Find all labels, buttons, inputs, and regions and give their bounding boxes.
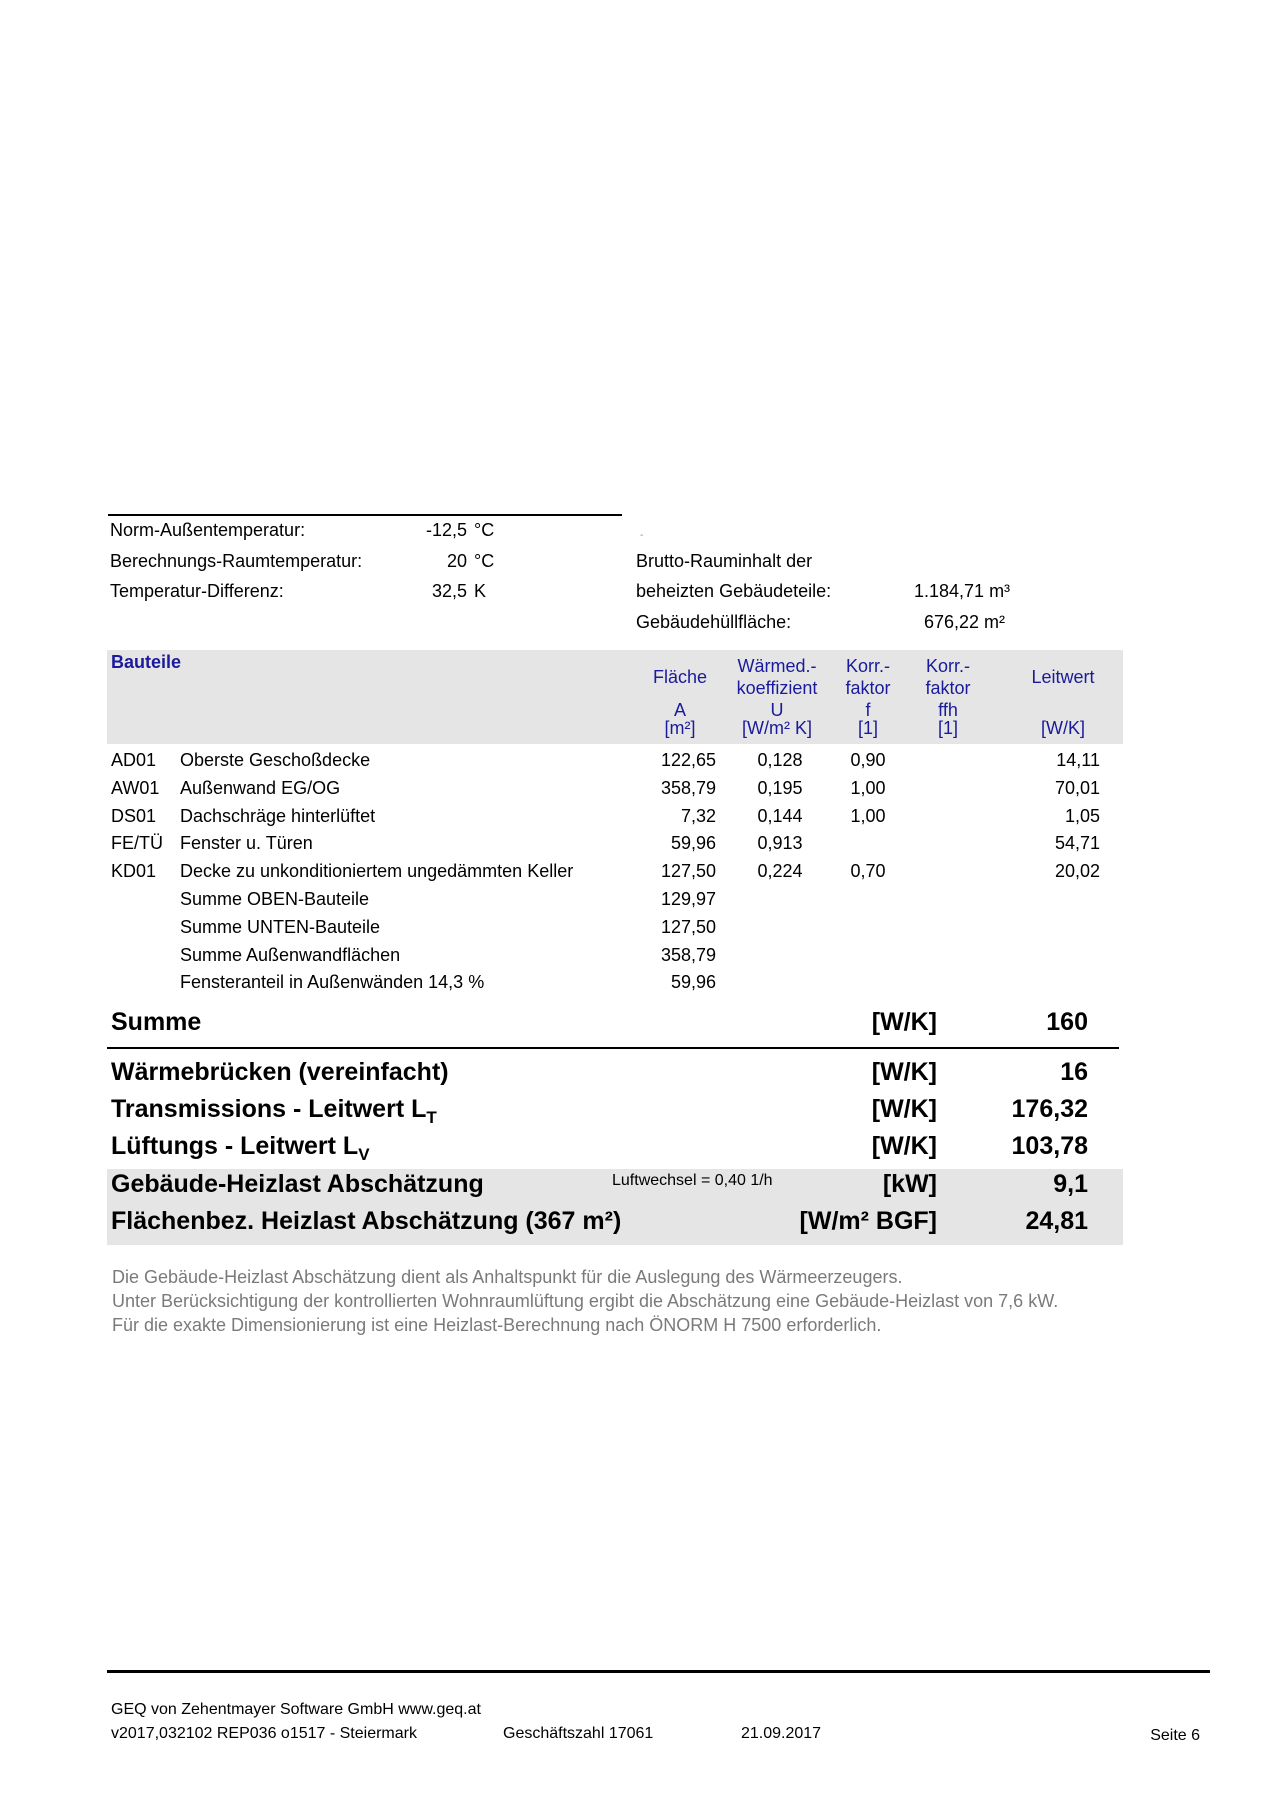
row-area: 129,97: [660, 889, 716, 909]
footer-gz: Geschäftszahl 17061: [503, 1725, 654, 1742]
row-f-factor: 0,90: [850, 750, 886, 770]
row-name: Summe OBEN-Bauteile: [180, 889, 370, 909]
header-korr1-unit: [1]: [857, 718, 878, 738]
top-rule: [108, 514, 622, 516]
row-code: AD01: [111, 750, 157, 770]
brutto-value: 1.184,71 m³: [914, 581, 1011, 601]
result-value: 16: [1060, 1058, 1088, 1086]
row-u-value: 0,128: [757, 750, 803, 770]
header-waerme-2: koeffizient: [736, 678, 818, 698]
row-code: DS01: [111, 805, 157, 826]
note-line: Die Gebäude-Heizlast Abschätzung dient als Anhaltspunkt für die Auslegung des Wärmeerzeugers.: [112, 1267, 903, 1287]
result-label-subscript: T: [426, 1108, 437, 1127]
result-label-subscript: V: [358, 1145, 370, 1164]
header-bauteile: Bauteile: [111, 652, 182, 672]
row-area: 59,96: [670, 833, 716, 854]
header-korr2-1: Korr.-: [925, 656, 970, 676]
row-area: 358,79: [660, 944, 716, 965]
param-unit: °C: [474, 520, 495, 540]
row-area: 127,50: [660, 861, 716, 882]
row-leitwert: 70,01: [1054, 777, 1100, 798]
param-value: 20: [446, 551, 467, 571]
footer-rule: [107, 1670, 1210, 1673]
row-area: 7,32: [680, 805, 716, 826]
header-leitwert-unit: [W/K]: [1041, 718, 1085, 738]
row-code: KD01: [111, 861, 157, 882]
huell-label: Gebäudehüllfläche:: [636, 612, 792, 632]
result-label: [111, 1058, 449, 1087]
param-label: Berechnungs-Raumtemperatur:: [110, 551, 363, 571]
result-value: 103,78: [1011, 1132, 1088, 1160]
result-label-text: Transmissions - Leitwert L: [111, 1095, 427, 1123]
header-waerme-sym: U: [770, 700, 784, 720]
result-value: 24,81: [1025, 1207, 1088, 1235]
row-area: 59,96: [670, 972, 716, 993]
result-label: [111, 1170, 484, 1199]
param-unit: K: [474, 581, 487, 601]
result-label-text: Lüftungs - Leitwert L: [111, 1132, 359, 1160]
result-label: [111, 1095, 437, 1128]
result-unit: [W/K]: [871, 1132, 937, 1160]
row-area: 127,50: [660, 916, 716, 937]
result-label-text: Wärmebrücken (vereinfacht): [111, 1058, 449, 1086]
result-unit: [W/K]: [871, 1058, 937, 1086]
row-name: Decke zu unkonditioniertem ungedämmten Keller: [180, 861, 574, 882]
header-korr2-sym: ffh: [938, 700, 958, 720]
brutto-label-1: Brutto-Rauminhalt der: [636, 551, 813, 571]
row-f-factor: 0,70: [850, 861, 886, 882]
header-waerme-1: Wärmed.-: [737, 656, 817, 676]
row-leitwert: 20,02: [1054, 861, 1100, 882]
row-code: FE/TÜ: [111, 833, 163, 854]
summe-value: 160: [1046, 1008, 1088, 1036]
result-unit: [W/K]: [871, 1095, 937, 1123]
result-label-text: Gebäude-Heizlast Abschätzung: [111, 1170, 484, 1198]
row-name: Oberste Geschoßdecke: [180, 750, 371, 770]
header-korr1-1: Korr.-: [845, 656, 890, 676]
row-name: Dachschräge hinterlüftet: [180, 805, 376, 826]
summe-rule: [107, 1047, 1119, 1049]
note-line: Unter Berücksichtigung der kontrollierten Wohnraumlüftung ergibt die Abschätzung eine Gebäude-Heizlast von 7,6 kW.: [112, 1291, 1059, 1311]
row-f-factor: 1,00: [850, 777, 886, 798]
param-label: Temperatur-Differenz:: [110, 581, 284, 601]
footer-company: GEQ von Zehentmayer Software GmbH www.geq.at: [111, 1701, 481, 1718]
result-label-text: Flächenbez. Heizlast Abschätzung (367 m²): [111, 1207, 622, 1235]
result-note: Luftwechsel = 0,40 1/h: [612, 1172, 773, 1189]
header-korr2-unit: [1]: [937, 718, 958, 738]
header-leitwert: Leitwert: [1031, 667, 1095, 687]
row-area: 122,65: [660, 750, 716, 770]
header-flaeche-unit: [m²]: [664, 718, 696, 738]
footer-page: Seite 6: [1150, 1727, 1200, 1744]
header-flaeche: Fläche: [652, 667, 708, 687]
param-value: 32,5: [431, 581, 467, 601]
header-flaeche-sym: A: [673, 700, 686, 720]
result-unit: [W/m² BGF]: [799, 1207, 937, 1235]
row-leitwert: 1,05: [1064, 805, 1100, 826]
result-value: 9,1: [1053, 1170, 1088, 1198]
note-line: Für die exakte Dimensionierung ist eine Heizlast-Berechnung nach ÖNORM H 7500 erforderlich.: [112, 1315, 882, 1335]
summe-label: Summe: [111, 1008, 202, 1036]
header-korr1-sym: f: [865, 700, 871, 720]
row-leitwert: 14,11: [1056, 750, 1100, 770]
result-value: 176,32: [1011, 1095, 1088, 1123]
row-name: Summe Außenwandflächen: [180, 944, 401, 965]
row-area: 358,79: [660, 777, 716, 798]
huell-value: 676,22 m²: [924, 612, 1006, 632]
row-name: Außenwand EG/OG: [180, 777, 341, 798]
row-u-value: 0,144: [757, 805, 803, 826]
row-u-value: 0,913: [757, 833, 803, 854]
row-name: Fensteranteil in Außenwänden 14,3 %: [180, 972, 485, 993]
row-code: AW01: [111, 777, 160, 798]
row-u-value: 0,195: [757, 777, 803, 798]
row-leitwert: 54,71: [1054, 833, 1100, 854]
header-korr2-2: faktor: [925, 678, 971, 698]
row-name: Summe UNTEN-Bauteile: [180, 916, 381, 937]
footer-date: 21.09.2017: [741, 1725, 822, 1742]
brutto-label-2: beheizten Gebäudeteile:: [636, 581, 832, 601]
param-value: -12,5: [425, 520, 467, 540]
summe-unit: [W/K]: [871, 1008, 937, 1036]
param-label: Norm-Außentemperatur:: [110, 520, 306, 540]
row-f-factor: 1,00: [850, 805, 886, 826]
result-label: [111, 1207, 621, 1236]
row-name: Fenster u. Türen: [180, 833, 313, 854]
header-korr1-2: faktor: [845, 678, 891, 698]
header-waerme-unit: [W/m² K]: [742, 718, 812, 738]
result-unit: [kW]: [882, 1170, 937, 1198]
footer-version: v2017,032102 REP036 o1517 - Steiermark: [111, 1725, 417, 1742]
row-u-value: 0,224: [757, 861, 803, 882]
param-unit: °C: [474, 551, 495, 571]
result-label: [111, 1132, 370, 1165]
dash-mark: -: [640, 530, 644, 541]
